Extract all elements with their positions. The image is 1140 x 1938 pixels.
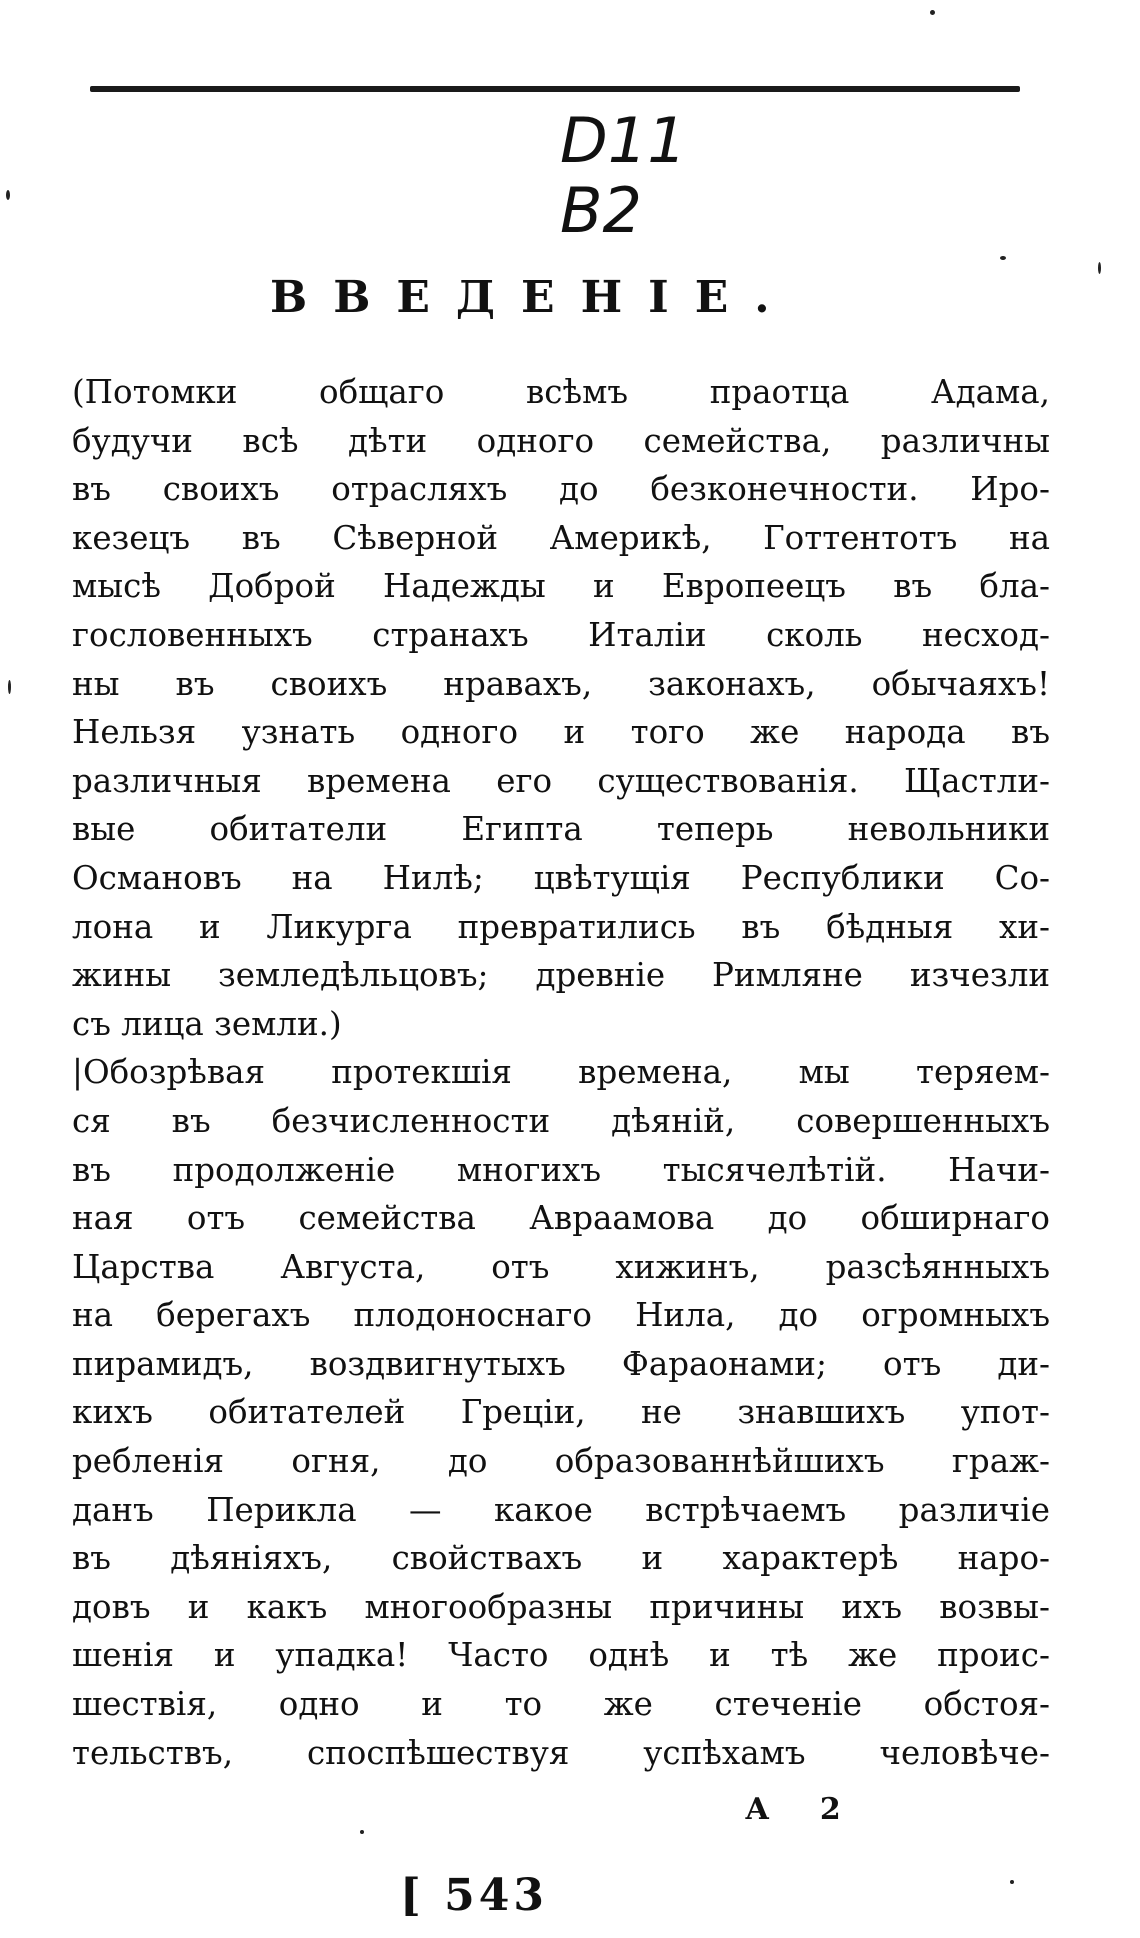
text-line: шенія и упадка! Часто однѣ и тѣ же проис- (72, 1636, 1050, 1675)
text-line: Царства Августа, отъ хижинъ, разсѣянныхъ (72, 1247, 1050, 1286)
page-number: [ 543 (400, 1870, 548, 1921)
text-line: кезецъ въ Сѣверной Америкѣ, Готтентотъ на (72, 518, 1050, 557)
signature-mark: А 2 (745, 1792, 861, 1827)
text-line: въ дѣяніяхъ, свойствахъ и характерѣ наро- (72, 1539, 1050, 1578)
chapter-title: ВВЕДЕНІЕ. (270, 272, 796, 323)
text-line: пирамидъ, воздвигнутыхъ Фараонами; отъ ди- (72, 1344, 1050, 1383)
scan-speck (1000, 256, 1006, 260)
text-line: вые обитатели Египта теперь невольники (72, 810, 1050, 849)
text-line: въ своихъ отрасляхъ до безконечности. Иро- (72, 470, 1050, 509)
text-line: ся въ безчисленности дѣяній, совершенныхъ (72, 1101, 1050, 1140)
scan-speck (1010, 1880, 1014, 1884)
text-line: ная отъ семейства Авраамова до обширнаго (72, 1199, 1050, 1238)
text-line: гословенныхъ странахъ Италіи сколь несход- (72, 615, 1050, 654)
text-line: Османовъ на Нилѣ; цвѣтущія Республики Со- (72, 858, 1050, 897)
text-line: будучи всѣ дѣти одного семейства, различны (72, 421, 1050, 460)
scan-speck (360, 1830, 364, 1834)
text-line: на берегахъ плодоноснаго Нила, до огромныхъ (72, 1296, 1050, 1335)
text-line: тельствъ, споспѣшествуя успѣхамъ человѣче- (72, 1733, 1050, 1772)
text-line: ребленія огня, до образованнѣйшихъ граж- (72, 1442, 1050, 1481)
handwritten-mark-line-2: B2 (560, 174, 642, 247)
handwritten-shelfmark (560, 104, 730, 260)
text-line: довъ и какъ многообразны причины ихъ возвы- (72, 1587, 1050, 1626)
scan-speck (8, 680, 11, 694)
scan-speck (1098, 262, 1101, 274)
paragraph-2 (72, 1048, 1050, 1777)
text-line: съ лица земли.) (72, 1004, 342, 1043)
text-line: мысѣ Доброй Надежды и Европеецъ въ бла- (72, 567, 1050, 606)
body-text (72, 368, 1050, 1777)
text-line: данъ Перикла — какое встрѣчаемъ различіе (72, 1490, 1050, 1529)
text-line: (Потомки общаго всѣмъ праотца Адама, (72, 373, 1050, 411)
text-line: различныя времена его существованія. Щастли- (72, 761, 1050, 800)
text-line: лона и Ликурга превратились въ бѣдныя хи- (72, 907, 1050, 946)
text-line: Нельзя узнать одного и того же народа въ (72, 713, 1050, 752)
text-line: |Обозрѣвая протекшія времена, мы теряем- (72, 1053, 1050, 1092)
text-line: ны въ своихъ нравахъ, законахъ, обычаяхъ! (72, 664, 1050, 703)
handwritten-mark-line-1: D11 (560, 104, 687, 177)
text-line: кихъ обитателей Греціи, не знавшихъ упот- (72, 1393, 1050, 1432)
header-rule (90, 86, 1020, 92)
text-line: шествія, одно и то же стеченіе обстоя- (72, 1685, 1050, 1724)
paragraph-1 (72, 368, 1050, 1048)
text-line: въ продолженіе многихъ тысячелѣтій. Начи- (72, 1150, 1050, 1189)
scan-speck (930, 10, 935, 15)
text-line: жины земледѣльцовъ; древніе Римляне изчезли (72, 956, 1050, 995)
scan-speck (6, 190, 10, 200)
